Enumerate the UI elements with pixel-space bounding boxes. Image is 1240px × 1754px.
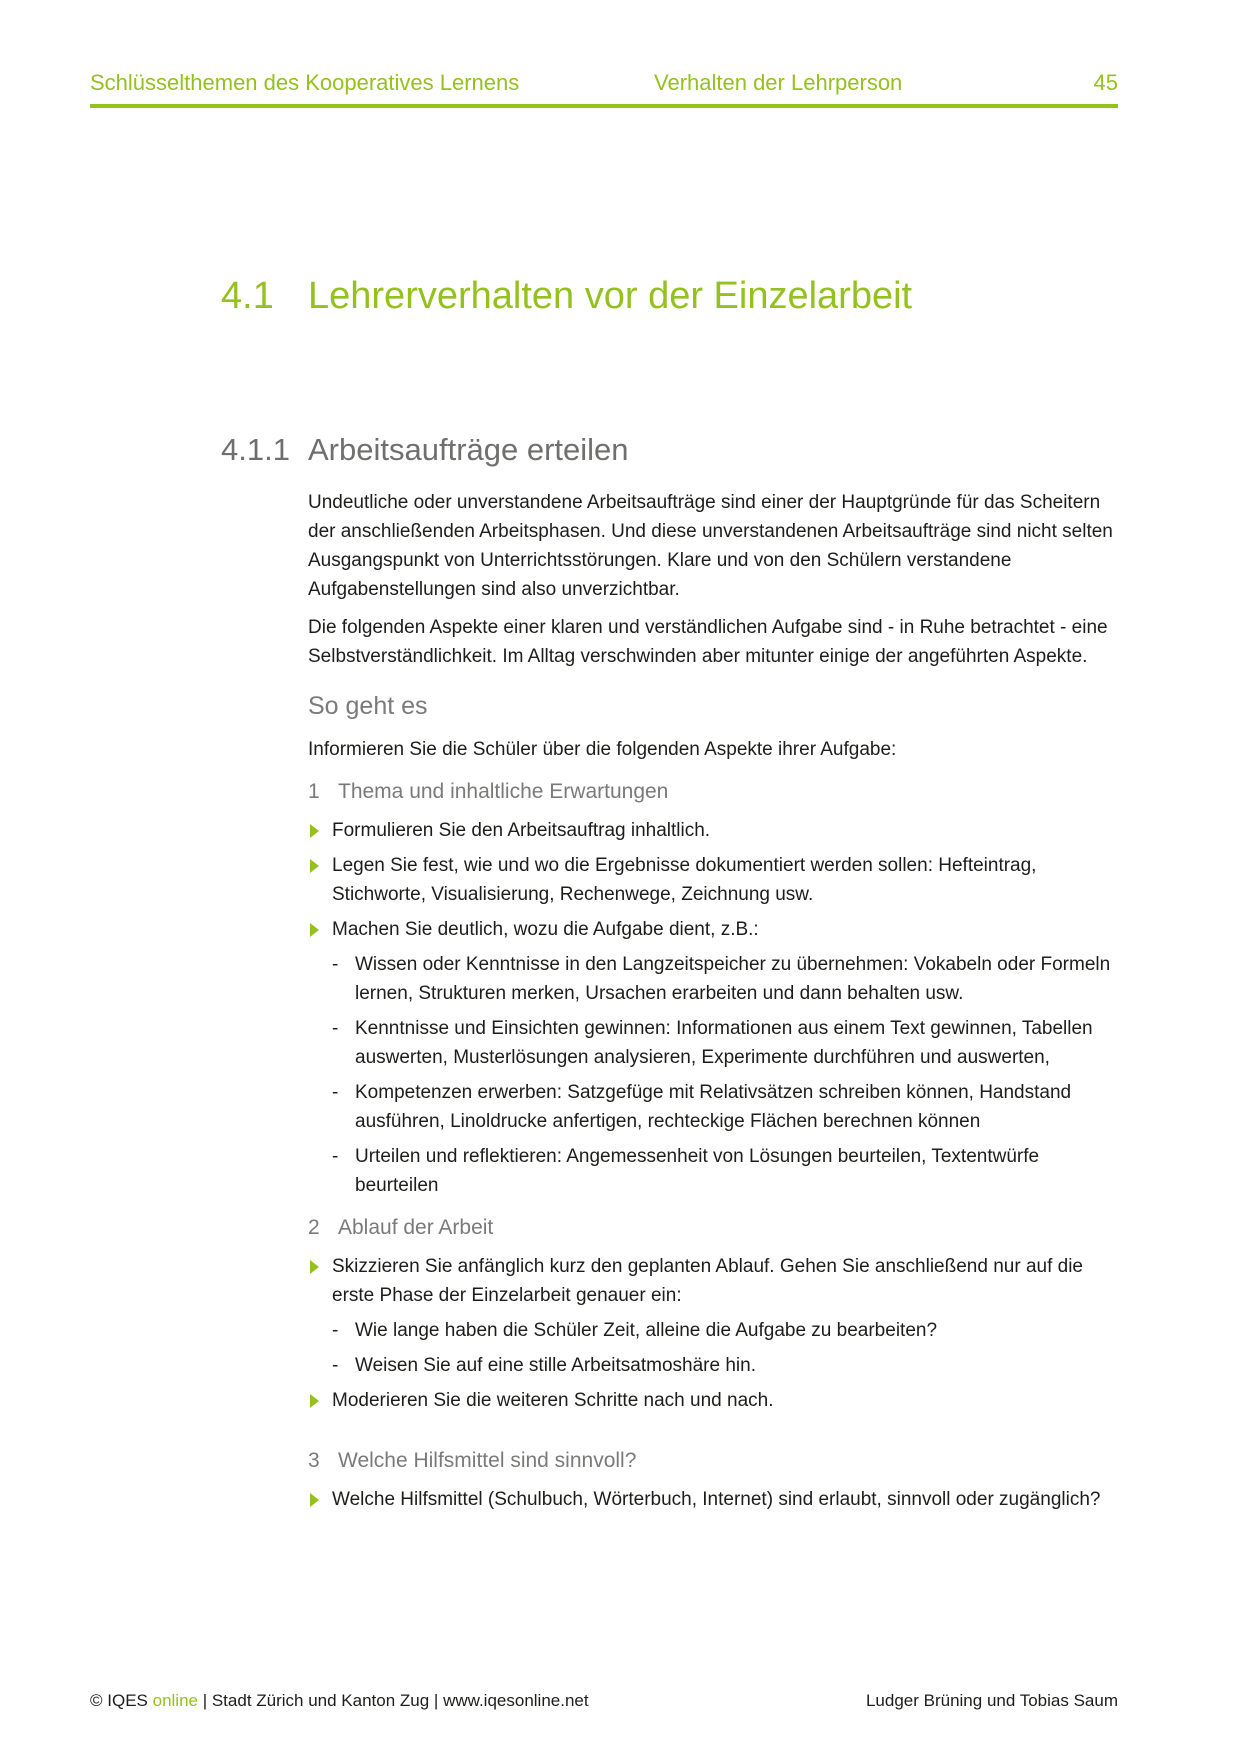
dash-bullet-icon: - [332,1146,339,1167]
aspect-title: Ablauf der Arbeit [338,1216,494,1239]
copyright-text: © IQES [90,1691,153,1710]
sub-list-item [308,1316,1120,1345]
sub-list-item [308,1142,1120,1200]
page-number: 45 [1093,70,1118,95]
sub-list-item-text: Wie lange haben die Schüler Zeit, alleine die Aufgabe zu bearbeiten? [355,1320,938,1341]
sub-list-item-text: Kompetenzen erwerben: Satzgefüge mit Relativsätzen schreiben können, Handstand ausführen, Linoldrucke anfertigen, rechteckige Flächen berechnen können [355,1082,1072,1132]
paragraph: Die folgenden Aspekte einer klaren und verständlichen Aufgabe sind - in Ruhe betrachtet - eine Selbstverständlichkeit. Im Alltag verschwinden aber mitunter einige der angeführten Aspekte. [308,617,1108,667]
list-item [308,1485,1120,1514]
triangle-bullet-icon [310,1260,319,1274]
dash-bullet-icon: - [332,1018,339,1039]
aspect-title: Welche Hilfsmittel sind sinnvoll? [338,1449,637,1472]
aspect-number: 3 [308,1449,320,1472]
dash-bullet-icon: - [332,1082,339,1103]
section-heading [221,275,912,318]
triangle-bullet-icon [310,1493,319,1507]
aspect-number: 1 [308,780,320,803]
sub-list-item [308,1351,1120,1380]
brand-online: online [152,1691,198,1710]
how-to-intro: Informieren Sie die Schüler über die folgenden Aspekte ihrer Aufgabe: [308,739,897,760]
footer-copyright [90,1691,589,1710]
page-footer [90,1691,1118,1711]
subsection-heading [221,432,629,468]
main-content [308,488,1120,1520]
aspect-heading [308,1447,1120,1475]
list-item-text: Moderieren Sie die weiteren Schritte nach und nach. [332,1390,774,1411]
list-item [308,1386,1120,1415]
list-item [308,816,1120,845]
sub-list-item [308,1078,1120,1136]
dash-bullet-icon: - [332,1320,339,1341]
footer-authors: Ludger Brüning und Tobias Saum [865,1691,1118,1710]
list-item [308,915,1120,944]
list-item [308,851,1120,909]
list-item-text: Machen Sie deutlich, wozu die Aufgabe dient, z.B.: [332,919,759,940]
section-title: Lehrerverhalten vor der Einzelarbeit [308,275,913,317]
how-to-heading: So geht es [308,692,428,720]
footer-source: | Stadt Zürich und Kanton Zug | www.iqesonline.net [197,1691,589,1710]
triangle-bullet-icon [310,923,319,937]
dash-bullet-icon: - [332,954,339,975]
header-book-title: Schlüsselthemen des Kooperatives Lernens [90,70,520,95]
list-item-text: Legen Sie fest, wie und wo die Ergebnisse dokumentiert werden sollen: Hefteintrag, Stichworte, Visualisierung, Rechenwege, Zeichnung usw. [332,855,1037,905]
header-divider [90,104,1118,108]
sub-list-item-text: Wissen oder Kenntnisse in den Langzeitspeicher zu übernehmen: Vokabeln oder Formeln lernen, Strukturen merken, Ursachen erarbeiten und dann behalten usw. [355,954,1111,1004]
header-chapter-title: Verhalten der Lehrperson [654,70,903,95]
sub-list-item [308,1014,1120,1072]
sub-list-item-text: Weisen Sie auf eine stille Arbeitsatmoshäre hin. [355,1355,756,1376]
sub-list-item-text: Urteilen und reflektieren: Angemessenheit von Lösungen beurteilen, Textentwürfe beurteilen [355,1146,1040,1196]
triangle-bullet-icon [310,1394,319,1408]
paragraph: Undeutliche oder unverstandene Arbeitsaufträge sind einer der Hauptgründe für das Scheitern der anschließenden Arbeitsphasen. Und diese unverstandenen Arbeitsaufträge sind nicht selten Ausgangspunkt von Unterrichtsstörungen. Klare und von den Schülern verstandene Aufgabenstellungen sind also unverzichtbar. [308,492,1113,600]
list-item-text: Skizzieren Sie anfänglich kurz den geplanten Ablauf. Gehen Sie anschließend nur auf die erste Phase der Einzelarbeit genauer ein: [332,1256,1083,1306]
section-number: 4.1 [221,275,274,317]
aspect-title: Thema und inhaltliche Erwartungen [338,780,669,803]
aspect-heading [308,1214,1120,1242]
aspect-number: 2 [308,1216,320,1239]
dash-bullet-icon: - [332,1355,339,1376]
list-item [308,1252,1120,1310]
subsection-number: 4.1.1 [221,432,290,467]
list-item-text: Formulieren Sie den Arbeitsauftrag inhaltlich. [332,820,711,841]
subsection-title: Arbeitsaufträge erteilen [308,432,629,467]
sub-list-item-text: Kenntnisse und Einsichten gewinnen: Informationen aus einem Text gewinnen, Tabellen auswerten, Musterlösungen analysieren, Experimente durchführen und auswerten, [355,1018,1093,1068]
triangle-bullet-icon [310,824,319,838]
triangle-bullet-icon [310,859,319,873]
aspect-heading [308,778,1120,806]
list-item-text: Welche Hilfsmittel (Schulbuch, Wörterbuch, Internet) sind erlaubt, sinnvoll oder zugänglich? [332,1489,1101,1510]
sub-list-item [308,950,1120,1008]
